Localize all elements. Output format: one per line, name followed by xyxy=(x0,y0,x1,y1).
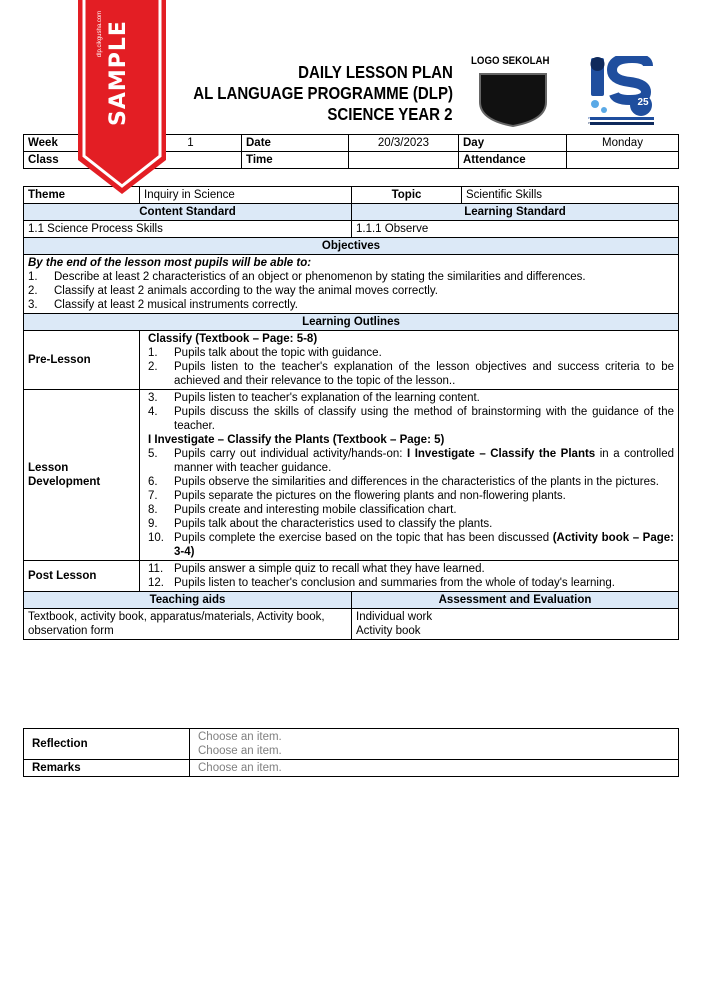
assessment-value: Individual work Activity book xyxy=(352,609,679,640)
pre-lesson-heading: Classify (Textbook – Page: 5-8) xyxy=(148,333,318,345)
step-item: 3. Pupils listen to teacher's explanation of the learning content. xyxy=(148,392,480,404)
sample-stamp-subtext: dlp.cikgusha.com xyxy=(97,10,103,58)
step-item: 12. Pupils listen to teacher's conclusion and summaries from the whole of today's learning. xyxy=(148,577,615,589)
week-label: Week xyxy=(24,135,140,152)
theme-value: Inquiry in Science xyxy=(140,187,352,204)
day-label: Day xyxy=(459,135,567,152)
content-standard-value: 1.1 Science Process Skills xyxy=(24,221,352,238)
development-heading: I Investigate – Classify the Plants (Textbook – Page: 5) xyxy=(148,434,445,446)
step-item: 2. Pupils listen to the teacher's explanation of the lesson objectives and success criteria to be achieved and their relevance to the topic of the lesson.. xyxy=(148,361,674,387)
program-logo-caption: PROGRAM TRANSFORMASI SEKOLAH 2025 xyxy=(588,116,651,120)
document-title: DAILY LESSON PLAN xyxy=(298,62,453,82)
lesson-plan-table xyxy=(23,186,679,640)
sample-stamp-text: SAMPLE xyxy=(106,20,131,126)
step-item: 10. Pupils complete the exercise based on the topic that has been discussed (Activity book – Page: 3-4) xyxy=(148,532,675,558)
step-item: 8. Pupils create and interesting mobile classification chart. xyxy=(148,504,457,516)
step-item: 1. Pupils talk about the topic with guidance. xyxy=(148,347,382,359)
objective-item: 1. Describe at least 2 characteristics of an object or phenomenon by stating the similarities and differences. xyxy=(28,271,586,283)
step-item: 6. Pupils observe the similarities and differences in the characteristics of the plants in the pictures. xyxy=(148,476,659,488)
step-item: 4. Pupils discuss the skills of classify using the method of brainstorming with the guidance of the teacher. xyxy=(148,406,674,432)
learning-outlines-header: Learning Outlines xyxy=(24,314,679,331)
programme-title: AL LANGUAGE PROGRAMME (DLP) xyxy=(193,83,453,103)
time-label: Time xyxy=(242,152,349,169)
program-logo-tagline: Pemangkin Pembelajaran Bermakna xyxy=(588,121,637,125)
learning-standard-value: 1.1.1 Observe xyxy=(352,221,679,238)
step-item: 11. Pupils answer a simple quiz to recall what they have learned. xyxy=(148,563,485,575)
lesson-development-label: Lesson Development xyxy=(24,390,140,561)
time-value xyxy=(349,152,459,169)
date-value: 20/3/2023 xyxy=(349,135,459,152)
school-logo-shield-icon xyxy=(478,72,548,128)
pre-lesson-cell xyxy=(140,331,679,390)
reflection-dropdown[interactable]: Choose an item. xyxy=(198,731,282,743)
teaching-aids-value: Textbook, activity book, apparatus/materials, Activity book, observation form xyxy=(24,609,352,640)
objectives-cell xyxy=(24,255,679,314)
attendance-label: Attendance xyxy=(459,152,567,169)
learning-standard-header: Learning Standard xyxy=(352,204,679,221)
school-logo-label: LOGO SEKOLAH xyxy=(471,55,550,67)
step-item: 9. Pupils talk about the characteristics used to classify the plants. xyxy=(148,518,493,530)
theme-label: Theme xyxy=(24,187,140,204)
remarks-dropdown[interactable]: Choose an item. xyxy=(190,760,679,777)
reflection-label: Reflection xyxy=(24,729,190,760)
assessment-header: Assessment and Evaluation xyxy=(352,592,679,609)
post-lesson-label: Post Lesson xyxy=(24,561,140,592)
reflection-table xyxy=(23,728,679,777)
content-standard-header: Content Standard xyxy=(24,204,352,221)
pre-lesson-label: Pre-Lesson xyxy=(24,331,140,390)
remarks-label: Remarks xyxy=(24,760,190,777)
objectives-header: Objectives xyxy=(24,238,679,255)
post-lesson-cell xyxy=(140,561,679,592)
topic-label: Topic xyxy=(352,187,462,204)
date-label: Date xyxy=(242,135,349,152)
program-logo-number: 25 xyxy=(637,97,649,108)
attendance-value xyxy=(567,152,679,169)
step-item: 5. Pupils carry out individual activity/hands-on: I Investigate – Classify the Plants in a controlled manner with teacher guidance. xyxy=(148,448,675,474)
reflection-dropdown[interactable]: Choose an item. xyxy=(198,745,282,757)
week-value: 1 xyxy=(140,135,242,152)
subject-title: SCIENCE YEAR 2 xyxy=(327,104,453,124)
step-item: 7. Pupils separate the pictures on the flowering plants and non-flowering plants. xyxy=(148,490,566,502)
teaching-aids-header: Teaching aids xyxy=(24,592,352,609)
objective-item: 2. Classify at least 2 animals according to the way the animal moves correctly. xyxy=(28,285,438,297)
topic-value: Scientific Skills xyxy=(462,187,679,204)
objective-item: 3. Classify at least 2 musical instruments correctly. xyxy=(28,299,298,311)
lesson-development-cell xyxy=(140,390,679,561)
class-label: Class xyxy=(24,152,140,169)
reflection-cell xyxy=(190,729,679,760)
objectives-intro: By the end of the lesson most pupils will be able to: xyxy=(28,257,312,269)
day-value: Monday xyxy=(567,135,679,152)
